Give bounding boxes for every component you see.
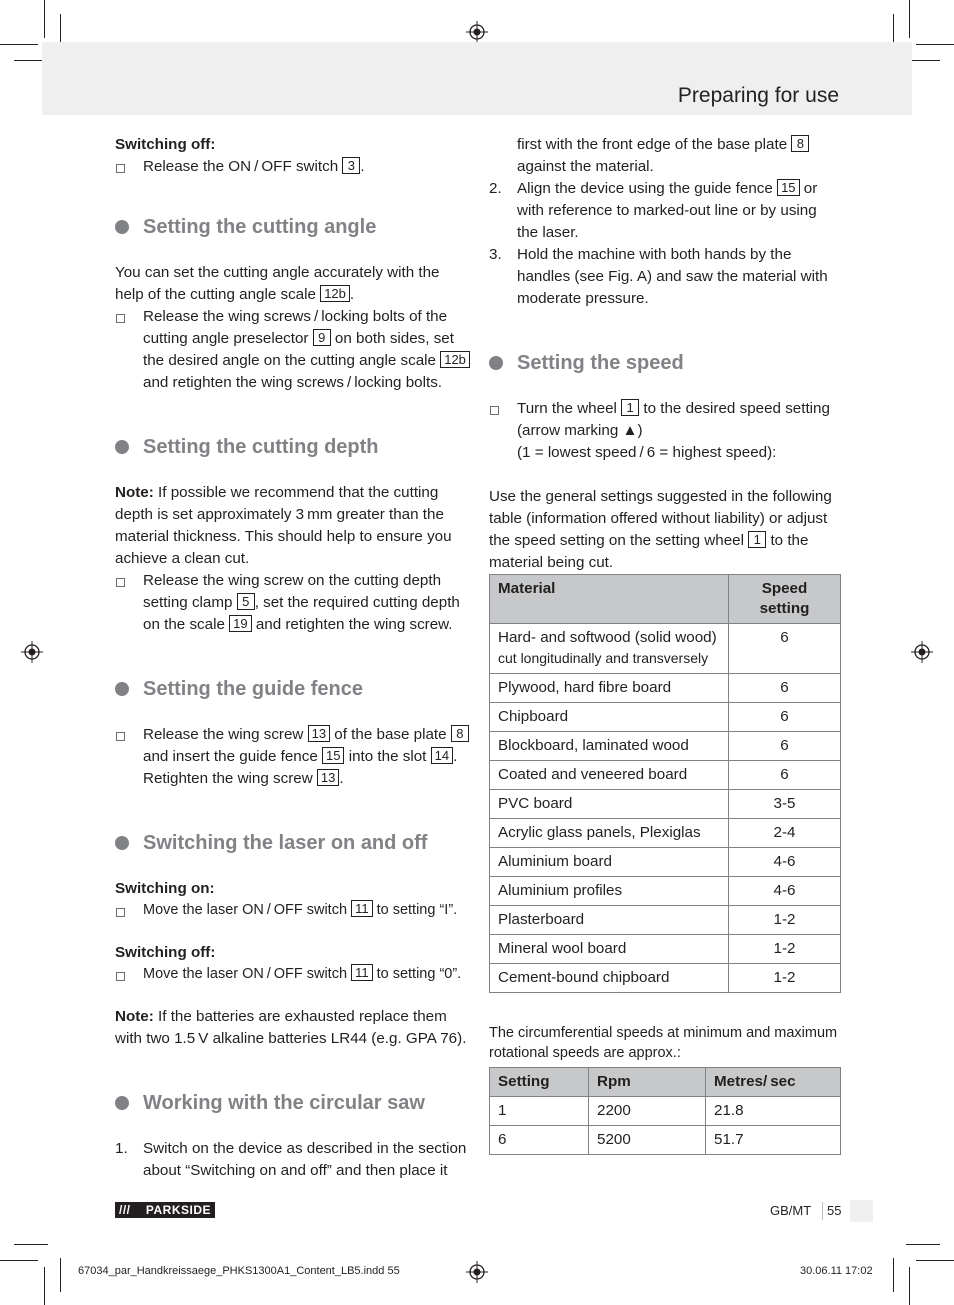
speed-paragraph: Use the general settings suggested in the following table (information offered without liability) or adjust the speed setting on the setting wheel 1 to the material being cut.: [489, 488, 832, 571]
table-cell: Blockboard, laminated wood: [490, 732, 729, 761]
cutting-angle-intro: You can set the cutting angle accurately with the help of the cutting angle scale 12b .: [115, 264, 440, 303]
list-item: Release the wing screw 13 of the base plate 8 and insert the guide fence 15 into the slot 14 . Retighten the wing screw 13 .: [115, 724, 470, 790]
checkbox-bullet-icon: [116, 314, 125, 323]
table-header: Metres/ sec: [706, 1068, 841, 1097]
table-row: [490, 877, 841, 906]
part-reference: 11: [351, 964, 373, 981]
bullet-dot-icon: [115, 440, 129, 454]
bullet-dot-icon: [115, 1096, 129, 1110]
table-cell: Hard- and softwood (solid wood) cut longitudinally and transversely: [490, 624, 729, 674]
circular-saw-steps-continued: [489, 134, 841, 310]
laser-note: Note: If the batteries are exhausted replace them with two 1.5 V alkaline batteries LR44 (e.g. GPA 76).: [115, 1008, 467, 1047]
section-heading-cutting-depth: Setting the cutting depth: [115, 434, 470, 460]
table-cell: 21.8: [706, 1097, 841, 1126]
crop-mark: [906, 1244, 940, 1245]
section-heading-circular-saw: Working with the circular saw: [115, 1090, 470, 1116]
part-reference: 15: [777, 179, 799, 196]
crop-mark: [44, 0, 45, 38]
table-cell: 1: [490, 1097, 589, 1126]
print-slug-file: 67034_par_Handkreissaege_PHKS1300A1_Content_LB5.indd 55: [78, 1265, 400, 1277]
table-row: [490, 674, 841, 703]
table-row: [490, 1097, 841, 1126]
part-reference: 11: [351, 900, 373, 917]
table-cell: 51.7: [706, 1126, 841, 1155]
list-item: Turn the wheel 1 to the desired speed setting (arrow marking ▲) (1 = lowest speed / 6 = highest speed):: [489, 398, 841, 464]
laser-on-heading: Switching on:: [115, 880, 215, 897]
checkbox-bullet-icon: [116, 164, 125, 173]
crop-mark: [909, 1267, 910, 1305]
crop-mark: [893, 1258, 894, 1292]
table-row: [490, 703, 841, 732]
checkbox-bullet-icon: [116, 972, 125, 981]
speed-list: [489, 398, 841, 464]
registration-mark-icon: [466, 1261, 488, 1283]
table-cell: 6: [490, 1126, 589, 1155]
cutting-angle-list: [115, 306, 470, 394]
rpm-table: [489, 1067, 841, 1155]
table-cell: Chipboard: [490, 703, 729, 732]
registration-mark-icon: [911, 641, 933, 663]
bullet-dot-icon: [115, 682, 129, 696]
table-header-row: [490, 575, 841, 624]
table-header: Speed setting: [729, 575, 841, 624]
part-reference: 14: [431, 747, 453, 764]
table-header-row: [490, 1068, 841, 1097]
table-row: [490, 906, 841, 935]
table-cell: 3-5: [729, 790, 841, 819]
checkbox-bullet-icon: [490, 406, 499, 415]
list-item: Release the wing screw on the cutting depth setting clamp 5 , set the required cutting depth on the scale 19 and retighten the wing screw.: [115, 570, 470, 636]
table-cell: PVC board: [490, 790, 729, 819]
crop-mark: [916, 44, 954, 45]
bullet-dot-icon: [115, 220, 129, 234]
list-item: Move the laser ON / OFF switch 11 to setting “0”.: [115, 964, 470, 984]
table-cell: 5200: [589, 1126, 706, 1155]
crop-mark: [916, 1260, 954, 1261]
table-cell: 6: [729, 703, 841, 732]
list-item: Release the ON / OFF switch 3 .: [115, 156, 470, 178]
laser-off-list: [115, 964, 470, 984]
table-row: [490, 732, 841, 761]
table-cell: 2-4: [729, 819, 841, 848]
part-reference: 8: [791, 135, 809, 152]
bullet-dot-icon: [115, 836, 129, 850]
speed-table: [489, 574, 841, 993]
part-reference: 9: [313, 329, 331, 346]
language-code: GB/MT: [770, 1203, 812, 1218]
switching-off-heading: Switching off:: [115, 136, 216, 153]
part-reference: 12b: [320, 285, 350, 302]
table-cell: 1-2: [729, 964, 841, 993]
section-heading-cutting-angle: Setting the cutting angle: [115, 214, 470, 240]
registration-mark-icon: [21, 641, 43, 663]
table-cell: 6: [729, 624, 841, 674]
part-reference: 1: [621, 399, 639, 416]
cutting-depth-list: [115, 570, 470, 636]
laser-off-heading: Switching off:: [115, 944, 216, 961]
print-slug-date: 30.06.11 17:02: [800, 1265, 873, 1277]
list-item: Release the wing screws / locking bolts of the cutting angle preselector 9 on both sides, set the desired angle on the cutting angle scale 12b and retighten the wing screws / locking bolts.: [115, 306, 470, 394]
table-cell: 2200: [589, 1097, 706, 1126]
bullet-dot-icon: [489, 356, 503, 370]
table-row: [490, 848, 841, 877]
crop-mark: [909, 0, 910, 38]
part-reference: 8: [451, 725, 469, 742]
guide-fence-list: [115, 724, 470, 790]
circular-saw-steps: [115, 1138, 470, 1182]
part-reference: 15: [322, 747, 344, 764]
table-row: [490, 964, 841, 993]
crop-mark: [0, 1260, 38, 1261]
crop-mark: [44, 1267, 45, 1305]
part-reference: 19: [229, 615, 251, 632]
part-reference: 12b: [440, 351, 470, 368]
part-reference: 13: [317, 769, 339, 786]
part-reference: 3: [342, 157, 360, 174]
list-item: Move the laser ON / OFF switch 11 to setting “I”.: [115, 900, 470, 920]
table-cell: Plasterboard: [490, 906, 729, 935]
page-footer: [770, 1200, 842, 1222]
table-cell: Acrylic glass panels, Plexiglas: [490, 819, 729, 848]
table-cell: Plywood, hard fibre board: [490, 674, 729, 703]
table-header: Material: [490, 575, 729, 624]
table-cell: Coated and veneered board: [490, 761, 729, 790]
table-cell: Aluminium profiles: [490, 877, 729, 906]
table-row: [490, 624, 841, 674]
table-cell: Aluminium board: [490, 848, 729, 877]
checkbox-bullet-icon: [116, 732, 125, 741]
section-heading-speed: Setting the speed: [489, 350, 841, 376]
page-number-tab: [850, 1200, 873, 1222]
table-cell: 4-6: [729, 877, 841, 906]
footer-divider: [822, 1202, 823, 1220]
table-row: [490, 819, 841, 848]
left-column: [115, 134, 470, 1182]
switching-off-list: [115, 156, 470, 178]
right-column: [489, 134, 841, 1155]
part-reference: 1: [748, 531, 766, 548]
crop-mark: [0, 44, 38, 45]
table-row: [490, 761, 841, 790]
list-item: first with the front edge of the base plate 8 against the material.: [489, 134, 841, 178]
table-cell: 1-2: [729, 906, 841, 935]
circumferential-speed-text: The circumferential speeds at minimum and maximum rotational speeds are approx.:: [489, 1025, 838, 1061]
part-reference: 13: [308, 725, 330, 742]
table-cell: 1-2: [729, 935, 841, 964]
section-heading-laser: Switching the laser on and off: [115, 830, 470, 856]
list-item: 1. Switch on the device as described in the section about “Switching on and off” and then place it: [115, 1140, 467, 1179]
page-number: 55: [827, 1203, 842, 1218]
table-row: [490, 935, 841, 964]
checkbox-bullet-icon: [116, 578, 125, 587]
table-cell: 4-6: [729, 848, 841, 877]
table-header: Rpm: [589, 1068, 706, 1097]
parkside-logo: /// PARKSIDE: [115, 1202, 215, 1218]
registration-mark-icon: [466, 21, 488, 43]
table-row: [490, 1126, 841, 1155]
table-row: [490, 790, 841, 819]
laser-on-list: [115, 900, 470, 920]
crop-mark: [60, 1258, 61, 1292]
list-item: 3. Hold the machine with both hands by the handles (see Fig. A) and saw the material with moderate pressure.: [489, 246, 828, 307]
table-cell: 6: [729, 674, 841, 703]
table-cell: Mineral wool board: [490, 935, 729, 964]
table-header: Setting: [490, 1068, 589, 1097]
table-cell: Cement-bound chipboard: [490, 964, 729, 993]
table-cell: 6: [729, 732, 841, 761]
table-cell: 6: [729, 761, 841, 790]
cutting-depth-note: Note: If possible we recommend that the cutting depth is set approximately 3 mm greater than the material thickness. This should help to ensure you achieve a clean cut.: [115, 484, 452, 567]
part-reference: 5: [237, 593, 255, 610]
page-title: Preparing for use: [677, 84, 839, 107]
section-heading-guide-fence: Setting the guide fence: [115, 676, 470, 702]
list-item: 2. Align the device using the guide fence 15 or with reference to marked-out line or by using the laser.: [489, 180, 818, 241]
crop-mark: [14, 1244, 48, 1245]
checkbox-bullet-icon: [116, 908, 125, 917]
